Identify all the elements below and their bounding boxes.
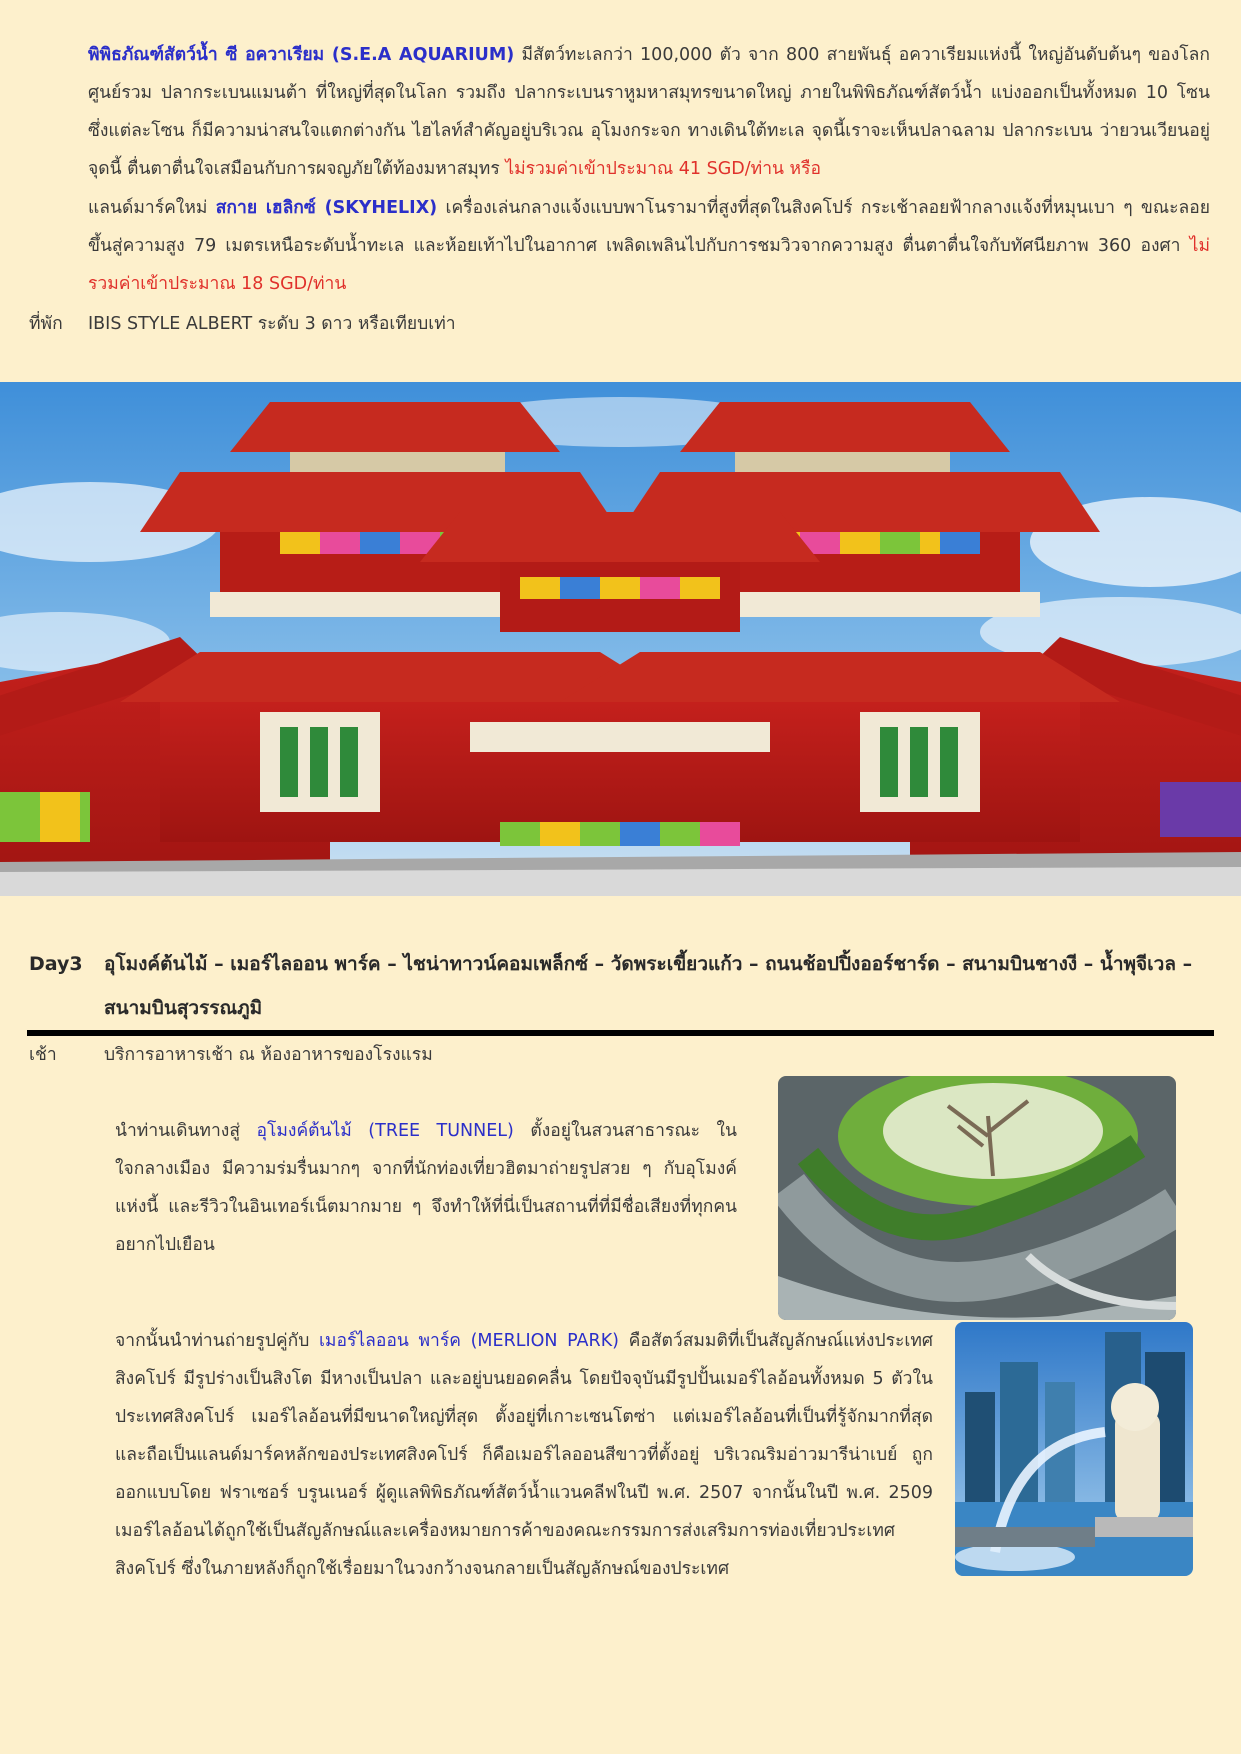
day-title: อุโมงค์ต้นไม้ – เมอร์ไลออน พาร์ค – ไชน่าทาวน์คอมเพล็กซ์ – วัดพระเขี้ยวแก้ว – ถนนช้อปปิ้งออร์ชาร์ด – สนามบินชางงี – น้ำพุจีเวล – สนามบินสุวรรณภูมิ — [104, 953, 1193, 1019]
merlion-prefix: จากนั้นนำท่านถ่ายรูปคู่กับ — [115, 1331, 319, 1351]
tree-tunnel-paragraph — [115, 1112, 737, 1264]
meal-text: บริการอาหารเช้า ณ ห้องอาหารของโรงแรม — [104, 1045, 433, 1065]
skyhelix-name: สกาย เฮลิกซ์ (SKYHELIX) — [215, 198, 438, 218]
merlion-park-photo — [955, 1322, 1193, 1576]
skyhelix-prefix: แลนด์มาร์คใหม่ — [88, 198, 216, 218]
hotel-text: IBIS STYLE ALBERT ระดับ 3 ดาว หรือเทียบเท่า — [88, 314, 456, 334]
sea-aquarium-body: มีสัตว์ทะเลกว่า 100,000 ตัว จาก 800 สายพันธุ์ อควาเรียมแห่งนี้ ใหญ่อันดับต้นๆ ของโลก ศูนย์รวม ปลากระเบนแมนต้า ที่ใหญ่ที่สุดในโลก รวมถึง ปลากระเบนราหูมหาสมุทรขนาดใหญ่ ภายในพิพิธภัณฑ์สัตว์น้ำ แบ่งออกเป็นทั้งหมด 10 โซน ซึ่งแต่ละโซน ก็มีความน่าสนใจแตกต่างกัน ไฮไลท์สำคัญอยู่บริเวณ อุโมงกระจก ทางเดินใต้ทะเล จุดนี้เราจะเห็นปลาฉลาม ปลากระเบน ว่ายวนเวียนอยู่จุดนี้ ตื่นตาตื่นใจเสมือนกับการผจญภัยใต้ท้องมหาสมุทร — [88, 45, 1210, 179]
merlion-paragraph — [115, 1322, 933, 1588]
merlion-body: คือสัตว์สมมติที่เป็นสัญลักษณ์แห่งประเทศสิงคโปร์ มีรูปร่างเป็นสิงโต มีหางเป็นปลา และอยู่บนยอดคลื่น โดยปัจจุบันมีรูปปั้นเมอร์ไลอ้อนทั้งหมด 5 ตัวในประเทศสิงคโปร์ เมอร์ไลอ้อนที่มีขนาดใหญ่ที่สุด ตั้งอยู่ที่เกาะเซนโตซ่า แต่เมอร์ไลอ้อนที่เป็นที่รู้จักมากที่สุด และถือเป็นแลนด์มาร์คหลักของประเทศสิงคโปร์ ก็คือเมอร์ไลออนสีขาวที่ตั้งอยู่ บริเวณริมอ่าวมารีน่าเบย์ ถูกออกแบบโดย ฟราเซอร์ บรูนเนอร์ ผู้ดูแลพิพิธภัณฑ์สัตว์น้ำแวนคลีฟในปี พ.ศ. 2507 จากนั้นในปี พ.ศ. 2509 เมอร์ไลอ้อนได้ถูกใช้เป็นสัญลักษณ์และเครื่องหมายการค้าของคณะกรรมการส่งเสริมการท่องเที่ยวประเทศสิงคโปร์ ซึ่งในภายหลังก็ถูกใช้เรื่อยมาในวงกว้างจนกลายเป็นสัญลักษณ์ของประเทศ — [115, 1331, 933, 1579]
meal-label: เช้า — [29, 1045, 57, 1065]
sea-aquarium-paragraph — [88, 36, 1210, 188]
buddha-tooth-temple-photo — [0, 382, 1241, 896]
tree-tunnel-photo — [778, 1076, 1176, 1320]
tree-tunnel-body: ตั้งอยู่ในสวนสาธารณะ ในใจกลางเมือง มีความร่มรื่นมากๆ จากที่นักท่องเที่ยวฮิตมาถ่ายรูปสวย ๆ กับอุโมงค์แห่งนี้ และรีวิวในอินเทอร์เน็ตมากมาย ๆ จึงทำให้ที่นี่เป็นสถานที่ที่มีชื่อเสียงที่ทุกคนอยากไปเยือน — [115, 1121, 738, 1255]
merlion-name: เมอร์ไลออน พาร์ค (MERLION PARK) — [318, 1331, 619, 1351]
hotel-label: ที่พัก — [29, 314, 63, 334]
sea-aquarium-fee: ไม่รวมค่าเข้าประมาณ 41 SGD/ท่าน หรือ — [505, 159, 821, 179]
skyhelix-paragraph — [88, 189, 1210, 303]
tree-tunnel-name: อุโมงค์ต้นไม้ (TREE TUNNEL) — [256, 1121, 514, 1141]
day-label: Day3 — [29, 953, 83, 975]
tree-tunnel-prefix: นำท่านเดินทางสู่ — [115, 1121, 257, 1141]
skyhelix-fee: ไม่รวมค่าเข้าประมาณ 18 SGD/ท่าน — [88, 236, 1210, 294]
skyhelix-body: เครื่องเล่นกลางแจ้งแบบพาโนรามาที่สูงที่สุดในสิงคโปร์ กระเช้าลอยฟ้ากลางแจ้งที่หมุนเบา ๆ ขณะลอยขึ้นสู่ความสูง 79 เมตรเหนือระดับน้ำทะเล และห้อยเท้าไปในอากาศ เพลิดเพลินไปกับการชมวิวจากความสูง ตื่นตาตื่นใจกับทัศนียภาพ 360 องศา — [88, 198, 1210, 256]
sea-aquarium-name: พิพิธภัณฑ์สัตว์น้ำ ซี อควาเรียม (S.E.A AQUARIUM) — [88, 45, 515, 65]
